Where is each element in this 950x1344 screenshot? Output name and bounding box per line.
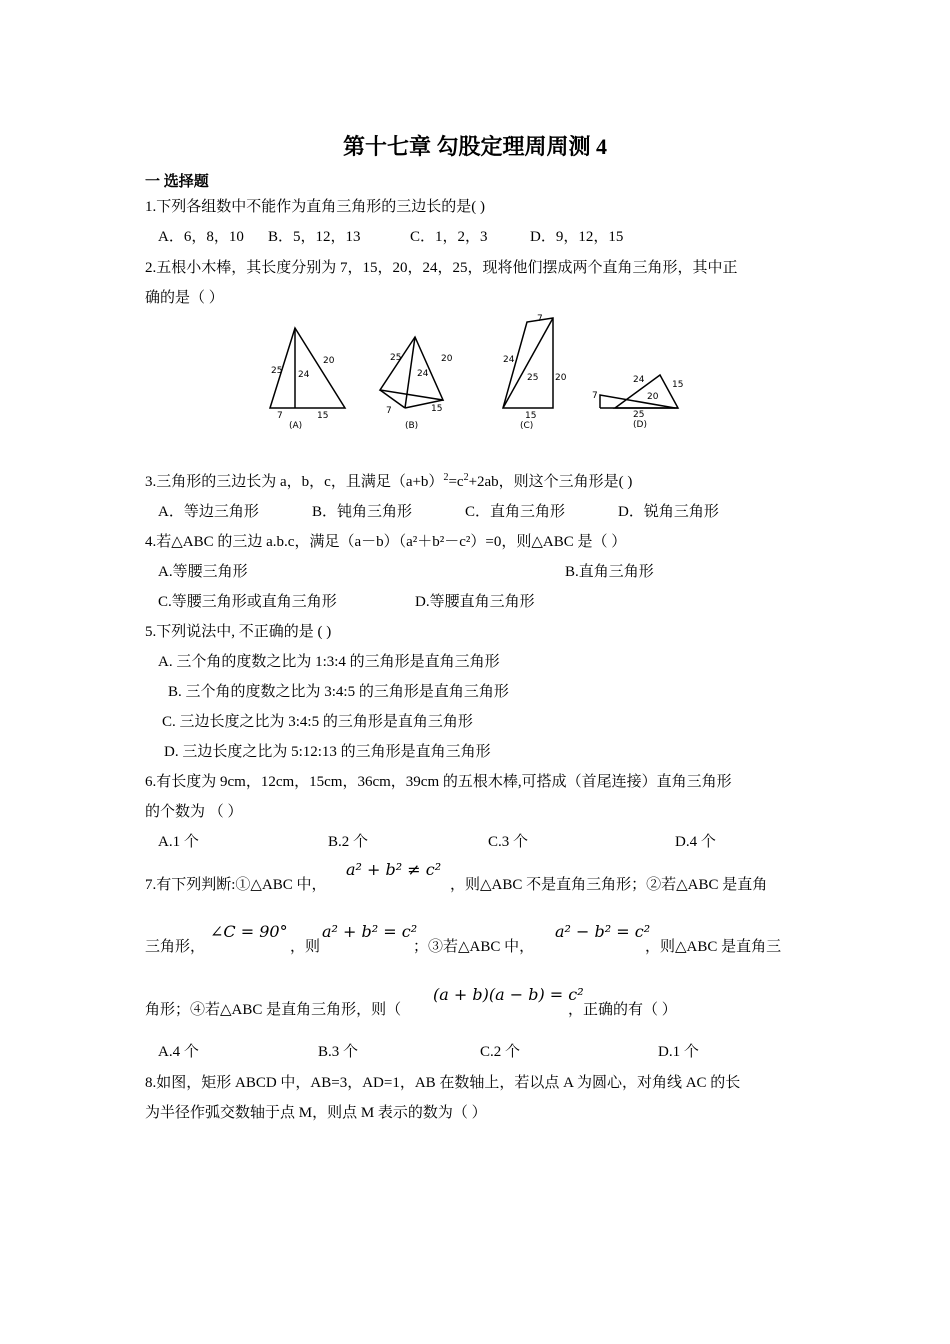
q3-option-d: D．锐角三角形 [618,504,719,520]
q7-part2-text-b: ，则 [290,939,321,955]
q1-stem: 1.下列各组数中不能作为直角三角形的三边长的是( ) [145,199,485,215]
q8-stem-line1: 8.如图，矩形 ABCD 中，AB=3，AD=1，AB 在数轴上，若以点 A 为圆心，对角线 AC 的长 [145,1075,741,1091]
figure-c-label-15: 15 [525,411,537,421]
q4-option-d: D.等腰直角三角形 [415,594,535,610]
q5-option-d: D. 三边长度之比为 5:12:13 的三角形是直角三角形 [164,744,491,760]
q4-option-c: C.等腰三角形或直角三角形 [158,594,337,610]
q7-part2-text-d: ，则△ABC 是直角三 [645,939,782,955]
q2-figures [255,310,695,435]
q7-formula-1: a² + b² ≠ c² [346,860,442,879]
q7-part1-text: 7.有下列判断:①△ABC 中， [145,877,327,893]
figure-a-label-7: 7 [277,411,283,421]
figure-a-label-15: 15 [317,411,329,421]
figure-d-label-25: 25 [633,410,645,420]
q1-option-c: C．1，2，3 [410,229,488,245]
figure-a-label-24: 24 [298,370,310,380]
q7-option-c: C.2 个 [480,1044,521,1060]
q7-formula-3: a² + b² = c² [322,922,418,941]
figure-c-label-7: 7 [537,314,543,324]
figure-c-label-20: 20 [555,373,567,383]
q3-option-c: C．直角三角形 [465,504,566,520]
q3-option-b: B．钝角三角形 [312,504,413,520]
figure-a-label-20: 20 [323,356,335,366]
figure-b-triangle [380,337,443,400]
figure-b-label-15: 15 [431,404,443,414]
figure-b-label-25: 25 [390,353,402,363]
q7-part3-text: 角形；④若△ABC 是直角三角形，则（ [145,1002,402,1018]
q6-option-b: B.2 个 [328,834,369,850]
q5-option-a: A. 三个角的度数之比为 1:3:4 的三角形是直角三角形 [158,654,500,670]
q3-option-a: A．等边三角形 [158,504,259,520]
figure-d-caption: (D) [633,420,647,430]
figure-d-label-7: 7 [592,391,598,401]
q5-stem: 5.下列说法中, 不正确的是 ( ) [145,624,332,640]
q6-stem-line1: 6.有长度为 9cm，12cm，15cm，36cm，39cm 的五根木棒,可搭成（首尾连接）直角三角形 [145,774,732,790]
q5-option-b: B. 三个角的度数之比为 3:4:5 的三角形是直角三角形 [168,684,509,700]
figure-c-label-24: 24 [503,355,515,365]
page-title: 第十七章 勾股定理周周测 4 [342,134,607,159]
q8-stem-line2: 为半径作弧交数轴于点 M，则点 M 表示的数为（ ） [145,1105,487,1121]
q6-option-a: A.1 个 [158,834,199,850]
q7-option-d: D.1 个 [658,1044,699,1060]
q7-part2-text-c: ；③若△ABC 中， [413,939,535,955]
figure-b-label-7: 7 [386,406,392,416]
q7-formula-2: ∠C = 90° [210,922,288,941]
q3-stem: 3.三角形的三边长为 a，b，c，且满足$(a+b)^2=c^2+2ab$，则这个三角形是( ) [145,472,633,490]
q4-stem: 4.若△ABC 的三边 a.b.c，满足（a－b）（a²＋b²－c²）=0，则△ABC 是（ ） [145,534,627,550]
figure-b-label-24: 24 [417,369,429,379]
figure-c-label-25: 25 [527,373,539,383]
figure-c-caption: (C) [520,421,534,431]
q4-option-b: B.直角三角形 [565,564,654,580]
q7-part1-text-b: ，则△ABC 不是直角三角形；②若△ABC 是直角 [450,877,768,893]
figure-d-label-15: 15 [672,380,684,390]
q1-option-b: B．5，12，13 [268,229,361,245]
q1-option-a: A．6，8，10 [158,229,244,245]
q2-stem-line1: 2.五根小木棒，其长度分别为 7，15，20，24，25，现将他们摆成两个直角三角形，其中正 [145,260,738,276]
figure-a-caption: (A) [289,421,303,431]
figure-b-caption: (B) [405,421,419,431]
q2-stem-line2: 确的是（ ） [145,290,224,306]
q7-part3-text-b: ，正确的有（ ） [568,1002,677,1018]
q7-formula-5: (a + b)(a − b) = c² [433,985,584,1004]
q1-option-d: D．9，12，15 [530,229,624,245]
q7-formula-4: a² − b² = c² [555,922,651,941]
q5-option-c: C. 三边长度之比为 3:4:5 的三角形是直角三角形 [162,714,473,730]
section-heading: 一 选择题 [145,174,209,190]
q7-option-b: B.3 个 [318,1044,359,1060]
q7-part2-text: 三角形， [145,939,206,955]
figure-b-edge-1 [405,337,415,408]
q4-option-a: A.等腰三角形 [158,564,248,580]
q6-option-d: D.4 个 [675,834,716,850]
q7-option-a: A.4 个 [158,1044,199,1060]
q6-stem-line2: 的个数为 （ ） [145,804,243,820]
figure-d-label-24: 24 [633,375,645,385]
q6-option-c: C.3 个 [488,834,529,850]
figure-d-label-20: 20 [647,392,659,402]
figure-b-label-20: 20 [441,354,453,364]
figure-a-label-25: 25 [271,366,283,376]
figure-d-left [600,395,675,408]
